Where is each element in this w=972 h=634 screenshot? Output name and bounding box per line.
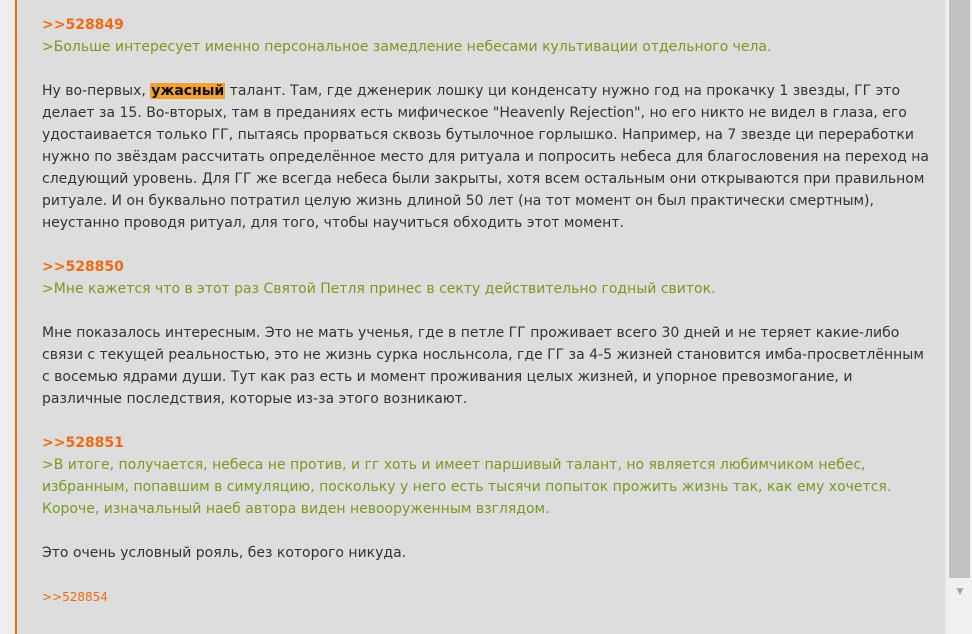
spacer	[42, 410, 932, 432]
spacer	[42, 58, 932, 80]
post-body	[42, 14, 932, 608]
post-paragraph: Это очень условный рояль, без которого никуда.	[42, 545, 407, 561]
chevron-down-icon[interactable]: ▼	[956, 587, 964, 597]
paragraph-text: талант. Там, где дженерик лошку ци конденсату нужно год на прокачку 1 звезды, ГГ это делает за 15. Во-вторых, там в преданиях есть мифическое "Heavenly Rejection", но его никто не видел в глаза, его удостаивается только ГГ, пытаясь прорваться сквозь бутылочное горлышко. Например, на 7 звезде ци переработки нужно по звёздам рассчитать определённое место для ритуала и попросить небеса для благословения на переход на следующий уровень. Для ГГ же всегда небеса были закрыты, хотя всем остальным они открываются при правильном ритуале. И он буквально потратил целую жизнь длиной 50 лет (на тот момент он был практически смертным), неустанно проводя ритуал, для того, чтобы научиться обходить этот момент.	[42, 83, 929, 231]
reply-link-528851[interactable]: >>528851	[42, 435, 124, 451]
scrollbar-thumb[interactable]	[949, 0, 970, 578]
spacer	[42, 520, 932, 542]
reply-link-528849[interactable]: >>528849	[42, 17, 124, 33]
greentext-quote: >В итоге, получается, небеса не против, и гг хоть и имеет паршивый талант, но является любимчиком небес, избранным, попавшим в симуляцию, поскольку у него есть тысячи попыток прожить жизнь так, как ему хочется. Короче, изначальный наеб автора виден невооруженным взглядом.	[42, 457, 892, 517]
backlink-528854[interactable]: >>528854	[42, 590, 108, 604]
post	[15, 0, 945, 634]
search-highlight: ужасный	[151, 83, 225, 99]
greentext-quote: >Мне кажется что в этот раз Святой Петля принес в секту действительно годный свиток.	[42, 281, 716, 297]
greentext-quote: >Больше интересует именно персональное замедление небесами культивации отдельного чела.	[42, 39, 772, 55]
spacer	[42, 300, 932, 322]
post-paragraph	[42, 80, 932, 234]
paragraph-text: Ну во-первых,	[42, 83, 151, 99]
post-paragraph: Мне показалось интересным. Это не мать ученья, где в петле ГГ проживает всего 30 дней и не теряет какие-либо связи с текущей реальностью, это не жизнь сурка носльнсола, где ГГ за 4-5 жизней становится имба-просветлённым с восемью ядрами души. Тут как раз есть и момент проживания целых жизней, и упорное превозмогание, и различные последствия, которые из-за этого возникают.	[42, 325, 924, 407]
spacer	[42, 564, 932, 586]
reply-link-528850[interactable]: >>528850	[42, 259, 124, 275]
spacer	[42, 234, 932, 256]
scrollbar[interactable]	[948, 0, 972, 634]
